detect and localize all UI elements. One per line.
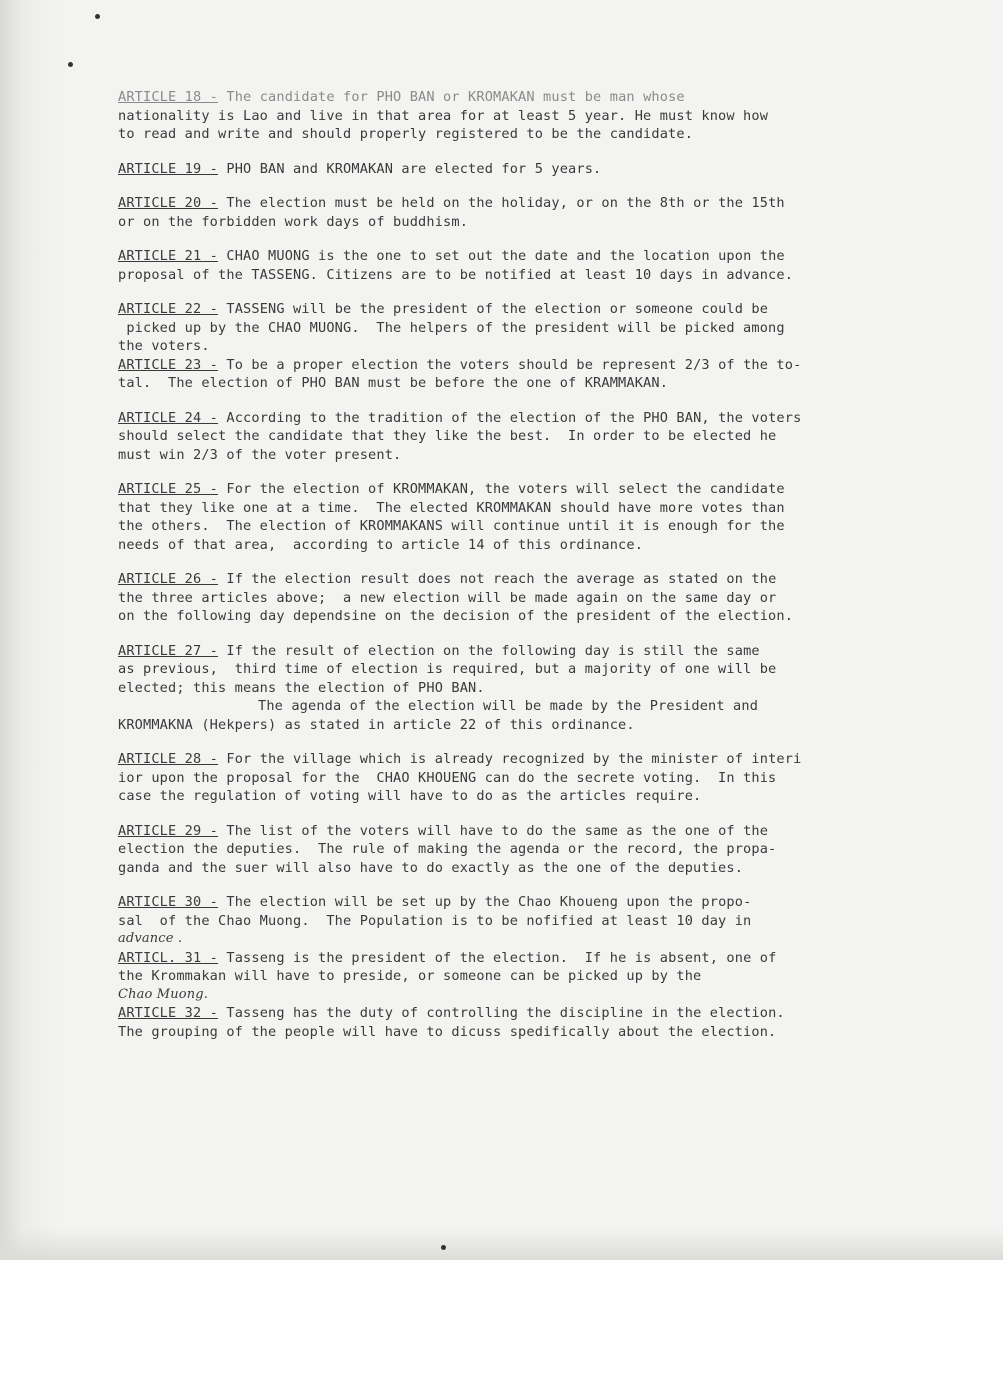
article-19: [118, 160, 948, 179]
article-heading: ARTICLE 26 -: [118, 571, 219, 587]
article-text: If the result of election on the following day is still the same: [226, 642, 760, 659]
article-29: [118, 822, 948, 878]
article-heading: ARTICLE 19 -: [118, 160, 219, 177]
article-text: the Krommakan will have to preside, or someone can be picked up by the: [118, 968, 702, 984]
article-heading: ARTICLE 29 -: [118, 822, 219, 839]
article-text: the others. The election of KROMMAKANS will continue until it is enough for the: [118, 518, 785, 534]
article-31: [118, 949, 948, 1005]
article-23: [118, 356, 948, 393]
article-text: Tasseng has the duty of controlling the discipline in the election.: [226, 1005, 785, 1021]
article-text: nationality is Lao and live in that area for at least 5 year. He must know how: [118, 107, 769, 124]
article-text: tal. The election of PHO BAN must be before the one of KRAMMAKAN.: [118, 375, 669, 391]
article-text: should select the candidate that they like the best. In order to be elected he: [118, 428, 777, 444]
article-text: For the village which is already recognized by the minister of interi: [226, 751, 802, 767]
article-21: [118, 247, 948, 284]
article-text: Tasseng is the president of the election. If he is absent, one of: [226, 949, 777, 966]
article-27: [118, 642, 948, 735]
article-32: [118, 1004, 948, 1041]
article-text: The candidate for PHO BAN or KROMAKAN must be man whose: [226, 89, 685, 105]
article-text: sal of the Chao Muong. The Population is to be nofified at least 10 day in: [118, 912, 752, 929]
article-text: the three articles above; a new election will be made again on the same day or: [118, 589, 777, 606]
article-text: the voters.: [118, 338, 210, 354]
article-heading: ARTICLE 24 -: [118, 409, 219, 426]
article-text: The grouping of the people will have to dicuss spedifically about the election.: [118, 1023, 777, 1040]
article-26: [118, 570, 948, 626]
article-24: [118, 409, 948, 465]
article-text: ganda and the suer will also have to do exactly as the one of the deputies.: [118, 859, 744, 876]
article-heading: ARTICLE 30 -: [118, 894, 219, 910]
scan-shadow-bottom: [0, 1228, 1003, 1260]
article-18: [118, 88, 948, 144]
punch-mark: [68, 62, 73, 67]
article-text: For the election of KROMMAKAN, the voters will select the candidate: [226, 481, 785, 497]
article-heading: ARTICLE 28 -: [118, 751, 219, 767]
document-body: [118, 88, 948, 1057]
article-30: [118, 893, 948, 949]
article-text: TASSENG will be the president of the election or someone could be: [226, 301, 769, 317]
scan-shadow-left: [0, 0, 60, 1260]
article-text: The list of the voters will have to do the same as the one of the: [226, 822, 769, 839]
article-text: The election must be held on the holiday, or on the 8th or the 15th: [226, 195, 785, 211]
article-text: If the election result does not reach the average as stated on the: [226, 571, 777, 587]
article-25: [118, 480, 948, 554]
article-text: The election will be set up by the Chao Khoueng upon the propo-: [226, 894, 752, 910]
handwritten-note: advance .: [118, 931, 183, 946]
article-text: on the following day dependsine on the decision of the president of the election.: [118, 608, 794, 624]
article-heading: ARTICL. 31 -: [118, 949, 219, 966]
article-text: needs of that area, according to article 14 of this ordinance.: [118, 536, 644, 553]
handwritten-note: Chao Muong.: [118, 986, 209, 1002]
article-text: picked up by the CHAO MUONG. The helpers of the president will be picked among: [118, 319, 785, 336]
article-text: that they like one at a time. The elected KROMMAKAN should have more votes than: [118, 499, 785, 516]
article-heading: ARTICLE 18 -: [118, 89, 219, 105]
article-text: or on the forbidden work days of buddhism.: [118, 213, 469, 230]
article-text: case the regulation of voting will have to do as the articles require.: [118, 788, 702, 804]
article-text: According to the tradition of the election of the PHO BAN, the voters: [226, 409, 802, 426]
article-text: CHAO MUONG is the one to set out the date and the location upon the: [226, 248, 785, 264]
article-20: [118, 194, 948, 231]
article-text: election the deputies. The rule of making the agenda or the record, the propa-: [118, 841, 777, 857]
article-22: [118, 300, 948, 356]
article-heading: ARTICLE 32 -: [118, 1005, 219, 1021]
article-text: proposal of the TASSENG. Citizens are to be notified at least 10 days in advance.: [118, 266, 794, 283]
article-text: PHO BAN and KROMAKAN are elected for 5 years.: [226, 160, 602, 177]
punch-mark: [95, 14, 100, 19]
article-heading: ARTICLE 21 -: [118, 248, 219, 264]
article-text: The agenda of the election will be made by the President and: [258, 698, 759, 714]
article-text: elected; this means the election of PHO BAN.: [118, 679, 485, 696]
article-heading: ARTICLE 27 -: [118, 642, 219, 659]
article-text: ior upon the proposal for the CHAO KHOUENG can do the secrete voting. In this: [118, 769, 777, 786]
punch-mark: [441, 1245, 446, 1250]
article-28: [118, 750, 948, 806]
article-heading: ARTICLE 22 -: [118, 301, 219, 317]
article-text: as previous, third time of election is required, but a majority of one will be: [118, 661, 777, 677]
article-text: To be a proper election the voters should be represent 2/3 of the to-: [226, 356, 802, 373]
article-text: must win 2/3 of the voter present.: [118, 446, 402, 463]
article-text: KROMMAKNA (Hekpers) as stated in article 22 of this ordinance.: [118, 716, 635, 733]
article-heading: ARTICLE 23 -: [118, 356, 219, 373]
article-text: to read and write and should properly registered to be the candidate.: [118, 126, 694, 142]
article-heading: ARTICLE 25 -: [118, 481, 219, 497]
article-heading: ARTICLE 20 -: [118, 195, 219, 211]
